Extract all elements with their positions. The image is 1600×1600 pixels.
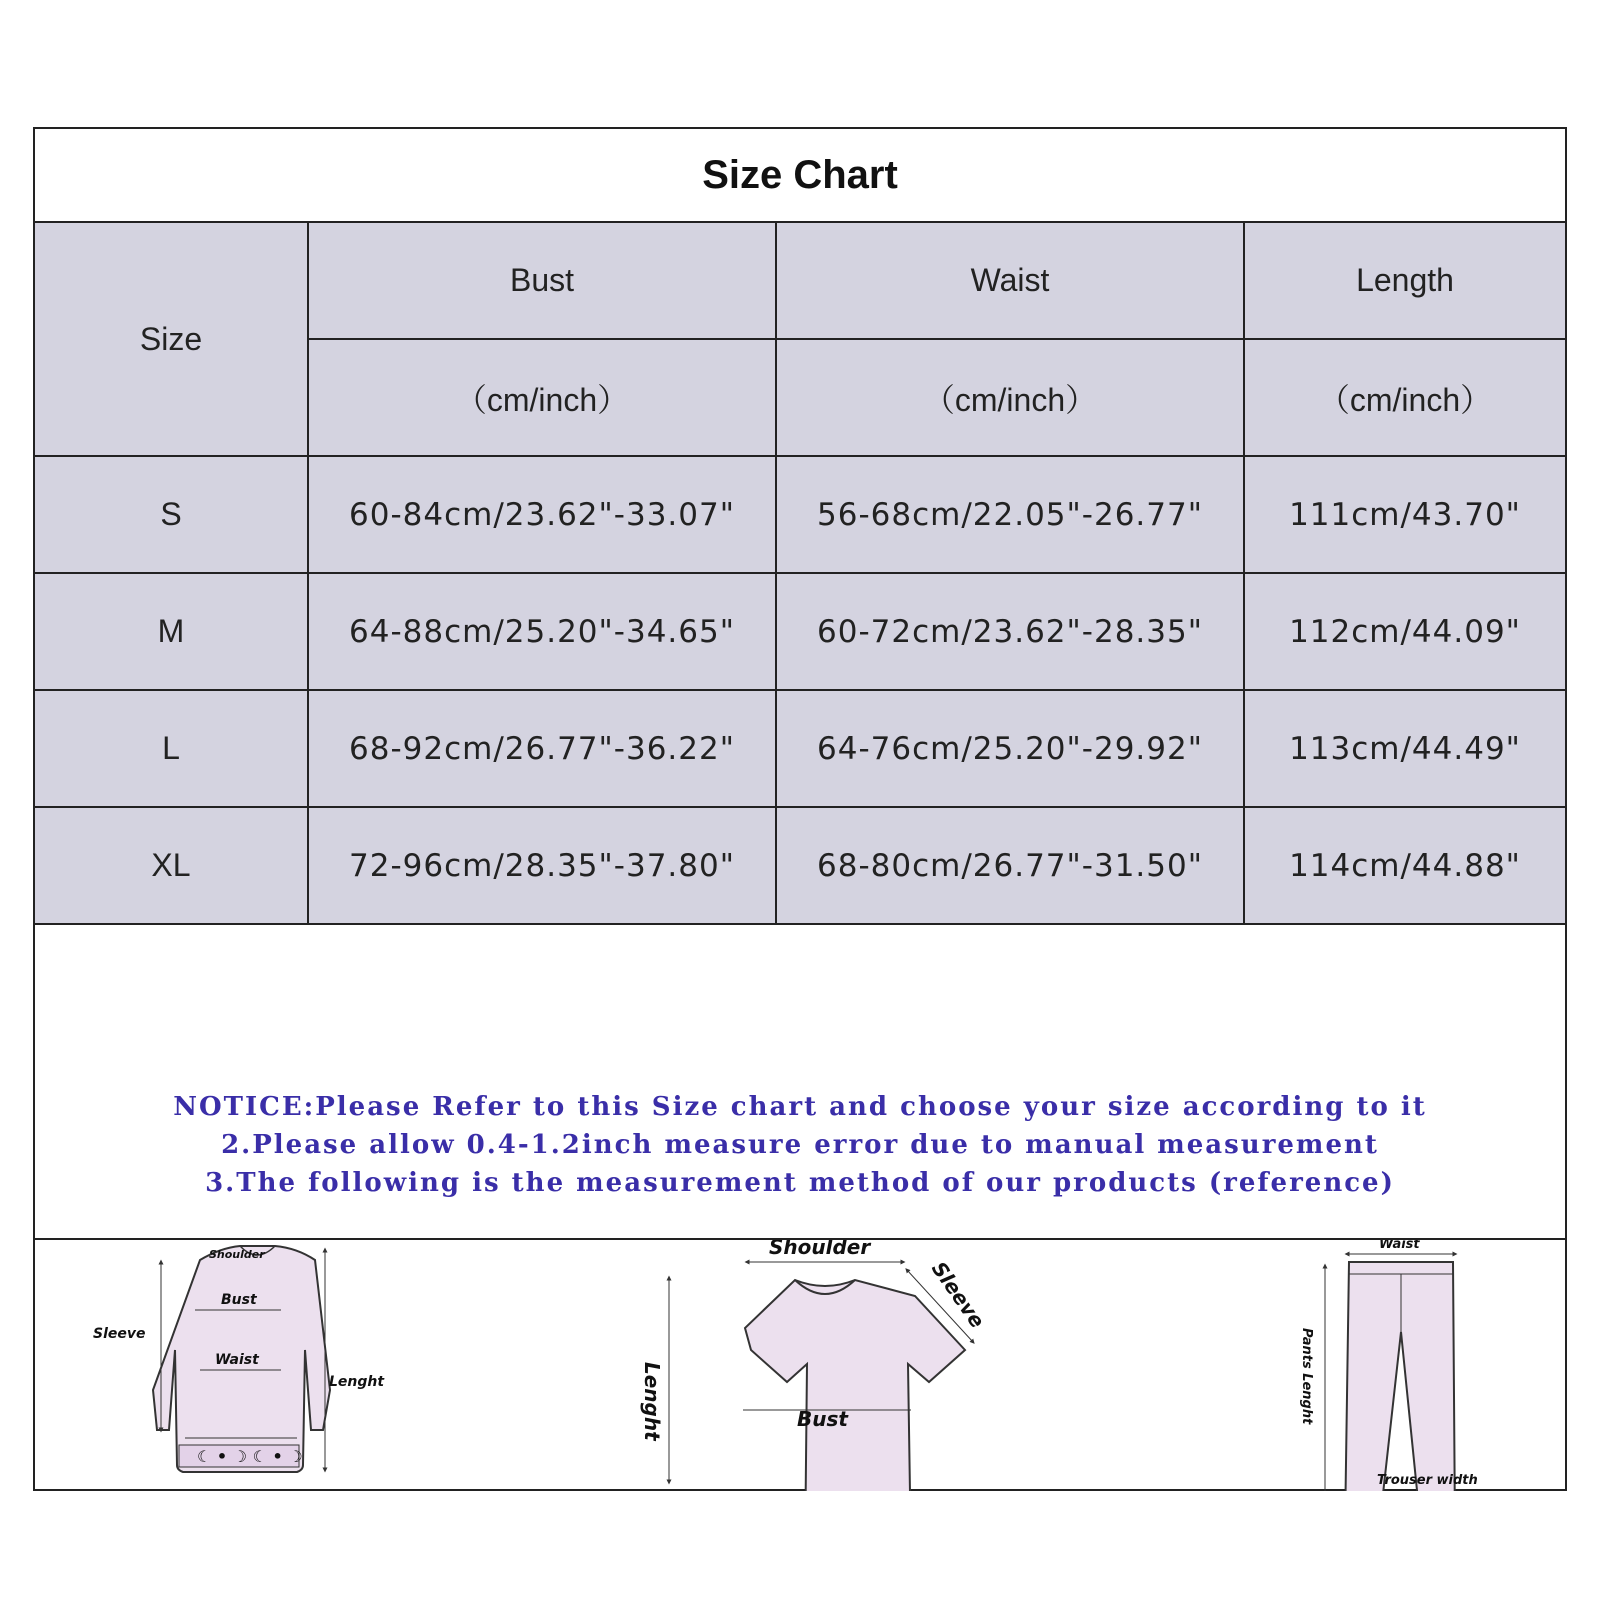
dress-diagram	[93, 1246, 385, 1472]
size-cell: L	[35, 690, 308, 807]
length-header: Length	[1244, 222, 1565, 339]
size-header: Size	[35, 222, 308, 456]
notice-line-3: 3.The following is the measurement method of our products (reference)	[205, 1168, 1395, 1198]
tshirt-shape	[745, 1280, 965, 1491]
table-row	[35, 807, 1565, 924]
pants-trouser-label: Trouser width	[1377, 1473, 1478, 1488]
notice-line-1: NOTICE:Please Refer to this Size chart and choose your size according to it	[173, 1092, 1427, 1122]
table-row	[35, 573, 1565, 690]
dress-length-label: Lenght	[329, 1374, 385, 1390]
tshirt-diagram	[640, 1240, 990, 1491]
bust-header: Bust	[308, 222, 776, 339]
length-cell: 113cm/44.49"	[1244, 690, 1565, 807]
tshirt-shoulder-label: Shoulder	[769, 1240, 871, 1259]
pants-shape	[1345, 1262, 1455, 1491]
waist-cell: 56-68cm/22.05"-26.77"	[776, 456, 1244, 573]
size-table	[35, 221, 1565, 925]
tshirt-length-label: Lenght	[640, 1362, 664, 1441]
waist-cell: 68-80cm/26.77"-31.50"	[776, 807, 1244, 924]
length-cell: 114cm/44.88"	[1244, 807, 1565, 924]
pants-diagram	[1299, 1240, 1478, 1491]
measurement-diagrams	[35, 1240, 1565, 1491]
bust-cell: 72-96cm/28.35"-37.80"	[308, 807, 776, 924]
waist-cell: 60-72cm/23.62"-28.35"	[776, 573, 1244, 690]
dress-bust-label: Bust	[221, 1292, 257, 1308]
waist-cell: 64-76cm/25.20"-29.92"	[776, 690, 1244, 807]
notice-line-2: 2.Please allow 0.4-1.2inch measure error due to manual measurement	[221, 1130, 1379, 1160]
size-chart-frame	[33, 127, 1567, 1491]
table-row	[35, 456, 1565, 573]
dress-pattern: ☾ • ☽ ☾ • ☽	[197, 1447, 303, 1466]
bust-cell: 64-88cm/25.20"-34.65"	[308, 573, 776, 690]
size-cell: S	[35, 456, 308, 573]
size-cell: M	[35, 573, 308, 690]
bust-cell: 60-84cm/23.62"-33.07"	[308, 456, 776, 573]
length-unit: （cm/inch）	[1244, 339, 1565, 456]
tshirt-bust-label: Bust	[797, 1407, 848, 1431]
pants-waist-label: Waist	[1379, 1240, 1420, 1252]
waist-header: Waist	[776, 222, 1244, 339]
diagrams-svg	[35, 1240, 1565, 1491]
length-cell: 112cm/44.09"	[1244, 573, 1565, 690]
notice-section	[35, 1052, 1565, 1240]
bust-unit: （cm/inch）	[308, 339, 776, 456]
length-cell: 111cm/43.70"	[1244, 456, 1565, 573]
tshirt-sleeve-label: Sleeve	[926, 1257, 990, 1333]
header-row	[35, 222, 1565, 339]
dress-waist-label: Waist	[215, 1352, 259, 1368]
waist-unit: （cm/inch）	[776, 339, 1244, 456]
pants-length-label: Pants Lenght	[1299, 1328, 1314, 1425]
dress-sleeve-label: Sleeve	[93, 1326, 146, 1342]
size-cell: XL	[35, 807, 308, 924]
table-row	[35, 690, 1565, 807]
dress-shoulder-label: Shoulder	[209, 1248, 265, 1261]
bust-cell: 68-92cm/26.77"-36.22"	[308, 690, 776, 807]
title-row	[35, 129, 1565, 223]
page-title: Size Chart	[702, 152, 898, 197]
